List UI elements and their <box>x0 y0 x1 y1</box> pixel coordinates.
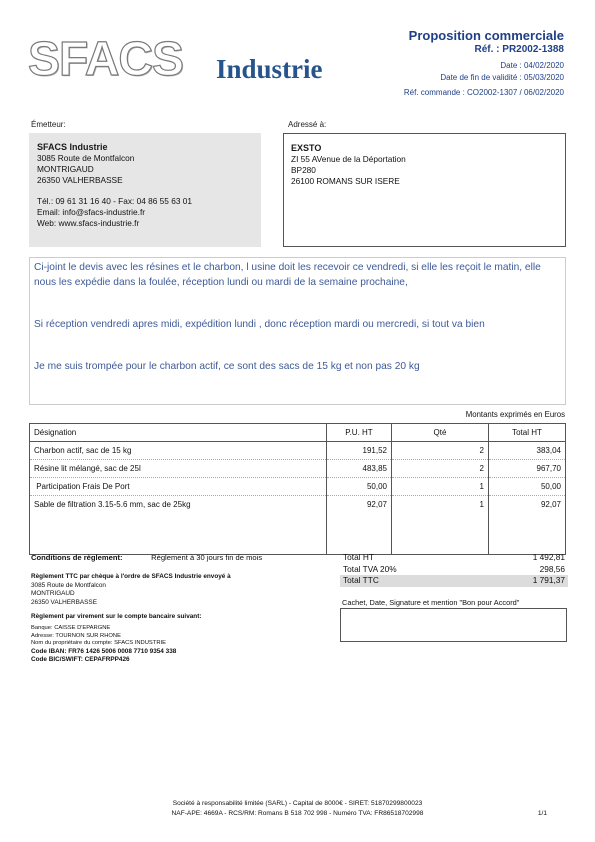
cheque-address-line: MONTRIGAUD <box>31 590 75 598</box>
item-quantity: 2 <box>392 460 489 478</box>
issuer-block <box>29 133 261 247</box>
cheque-title: Règlement TTC par chèque à l'ordre de SFACS Industrie envoyé à <box>31 573 231 580</box>
items-table <box>29 423 566 555</box>
transfer-title: Règlement par virement sur le compte bancaire suivant: <box>31 613 202 621</box>
table-row <box>30 478 566 496</box>
message-paragraph: Si réception vendredi apres midi, expédition lundi , donc réception mardi ou mercredi, si tout va bien <box>34 319 485 330</box>
table-row <box>30 460 566 478</box>
page-number: 1/1 <box>537 810 547 817</box>
total-label: Total HT <box>343 552 374 562</box>
total-value: 1 791,37 <box>532 575 565 585</box>
item-designation: Sable de filtration 3.15-5.6 mm, sac de 25kg <box>30 496 327 555</box>
company-logo <box>28 32 323 92</box>
payment-info <box>31 573 231 665</box>
total-row <box>340 564 568 576</box>
document-title: Proposition commerciale <box>408 28 564 43</box>
column-header-total: Total HT <box>489 424 566 442</box>
item-designation: Résine lit mélangé, sac de 25l <box>30 460 327 478</box>
message-block <box>29 257 566 405</box>
recipient-block <box>283 133 566 247</box>
item-unit-price: 50,00 <box>327 478 392 496</box>
item-total: 383,04 <box>489 442 566 460</box>
total-row <box>340 552 568 564</box>
document-date: Date : 04/02/2020 <box>500 61 564 70</box>
item-designation: Charbon actif, sac de 15 kg <box>30 442 327 460</box>
recipient-address-line: 26100 ROMANS SUR ISERE <box>291 176 400 186</box>
total-value: 298,56 <box>539 563 565 574</box>
column-header-quantity: Qté <box>392 424 489 442</box>
payment-conditions <box>31 553 262 562</box>
issuer-website: Web: www.sfacs-industrie.fr <box>37 218 140 228</box>
conditions-value: Règlement à 30 jours fin de mois <box>151 553 263 562</box>
recipient-label: Adressé à: <box>288 120 327 129</box>
conditions-label: Conditions de règlement: <box>31 553 123 562</box>
logo-wordmark: SFACS <box>28 33 184 86</box>
recipient-address-line: ZI 55 AVenue de la Déportation <box>291 154 406 164</box>
column-header-unit-price: P.U. HT <box>327 424 392 442</box>
issuer-phone: Tél.: 09 61 31 16 40 - Fax: 04 86 55 63 01 <box>37 196 192 206</box>
footer-legal-line: Société à responsabilité limitée (SARL) - Capital de 8000€ - SIRET: 51870299800023 <box>172 800 423 807</box>
cheque-address-line: 3085 Route de Montfalcon <box>31 581 106 589</box>
validity-date: Date de fin de validité : 05/03/2020 <box>440 73 564 82</box>
issuer-email: Email: info@sfacs-industrie.fr <box>37 207 146 217</box>
table-row <box>30 442 566 460</box>
order-reference: Réf. commande : CO2002-1307 / 06/02/2020 <box>403 88 564 97</box>
logo-subtitle: Industrie <box>216 54 323 84</box>
document-header <box>404 28 564 97</box>
totals-block <box>340 552 568 587</box>
bic-code: Code BIC/SWIFT: CEPAFRPP426 <box>31 656 130 664</box>
total-row <box>340 575 568 587</box>
iban-code: Code IBAN: FR76 1426 5006 0008 7710 9354 338 <box>31 647 177 655</box>
signature-box <box>340 608 567 642</box>
currency-note: Montants exprimés en Euros <box>465 410 565 419</box>
cheque-address-line: 26350 VALHERBASSE <box>31 598 97 606</box>
footer-legal-line: NAF-APE: 4669A - RCS/RM: Romans B 518 702 998 - Numéro TVA: FR86518702998 <box>171 810 424 817</box>
issuer-label: Émetteur: <box>31 120 66 129</box>
column-header-designation: Désignation <box>30 424 327 442</box>
table-header-row <box>30 424 566 442</box>
issuer-address-line: 3085 Route de Montfalcon <box>37 153 135 163</box>
item-unit-price: 191,52 <box>327 442 392 460</box>
total-value: 1 492,81 <box>532 552 565 562</box>
item-designation: Participation Frais De Port <box>30 478 327 496</box>
recipient-address-line: BP280 <box>291 165 316 175</box>
issuer-address-line: 26350 VALHERBASSE <box>37 175 123 185</box>
message-paragraph: Ci-joint le devis avec les résines et le charbon, l usine doit les recevoir ce vendredi, si elle les reçoit le matin, elle nous les expédie dans la foulée, réception lundi ou mardi de la semaine prochaine, <box>34 262 541 288</box>
item-unit-price: 92,07 <box>327 496 392 555</box>
account-owner: Nom du propriétaire du compte: SFACS INDUSTRIE <box>31 640 166 647</box>
recipient-name: EXSTO <box>291 143 322 153</box>
item-total: 92,07 <box>489 496 566 555</box>
item-total: 967,70 <box>489 460 566 478</box>
signature-label: Cachet, Date, Signature et mention "Bon pour Accord" <box>342 598 520 607</box>
message-paragraph: Je me suis trompée pour le charbon actif, ce sont des sacs de 15 kg et non pas 20 kg <box>34 360 420 372</box>
total-label: Total TTC <box>343 575 379 585</box>
total-label: Total TVA 20% <box>343 563 397 574</box>
bank-address: Adresse: TOURNON SUR RHONE <box>31 632 121 639</box>
item-unit-price: 483,85 <box>327 460 392 478</box>
item-total: 50,00 <box>489 478 566 496</box>
issuer-name: SFACS Industrie <box>37 142 108 152</box>
document-reference: Réf. : PR2002-1388 <box>474 44 564 55</box>
bank-name: Banque: CAISSE D'EPARGNE <box>31 624 111 631</box>
page-footer <box>0 799 595 819</box>
item-quantity: 1 <box>392 496 489 555</box>
item-quantity: 1 <box>392 478 489 496</box>
table-row <box>30 496 566 555</box>
item-quantity: 2 <box>392 442 489 460</box>
issuer-address-line: MONTRIGAUD <box>37 164 94 174</box>
